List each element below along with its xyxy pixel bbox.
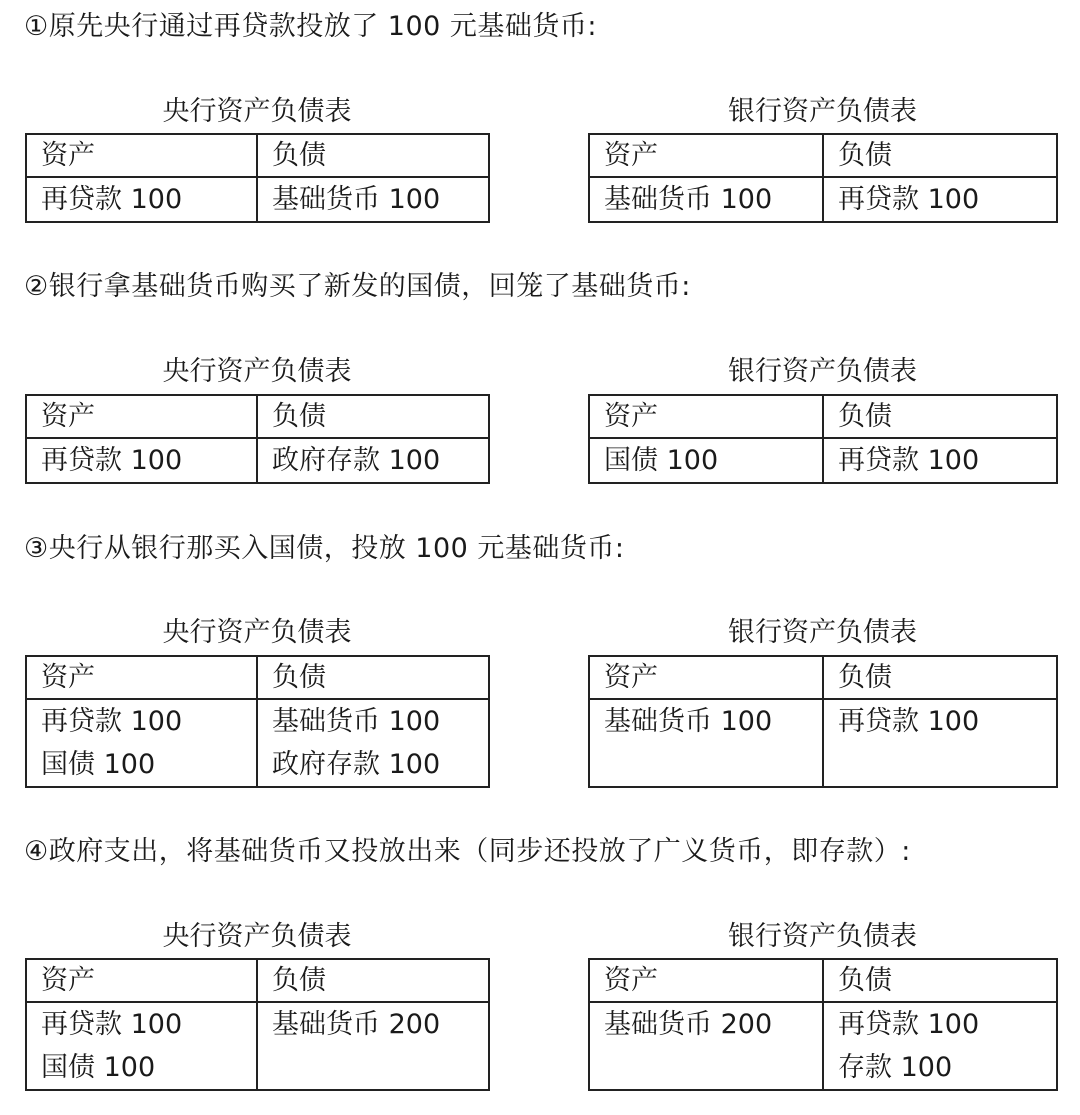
central-bank-ledger-title: 央行资产负债表 <box>162 356 352 387</box>
assets-cell <box>589 1002 823 1090</box>
liabilities-cell <box>257 177 489 222</box>
assets-header: 资产 <box>26 959 257 1002</box>
liabilities-header: 负债 <box>257 656 489 699</box>
assets-cell <box>26 699 257 787</box>
liabilities-cell <box>257 699 489 787</box>
asset-entry: 基础货币 100 <box>604 184 773 215</box>
liability-entry: 存款 100 <box>838 1052 953 1083</box>
central-bank-ledger-table <box>25 958 490 1091</box>
central-bank-ledger-title: 央行资产负债表 <box>162 921 352 952</box>
liability-entry: 政府存款 100 <box>272 445 441 476</box>
asset-entry: 再贷款 100 <box>41 1009 183 1040</box>
empty-entry <box>604 743 822 786</box>
assets-header: 资产 <box>589 134 823 177</box>
commercial-bank-ledger-table <box>588 394 1058 484</box>
asset-entry: 基础货币 200 <box>604 1009 773 1040</box>
empty-entry <box>838 743 1056 786</box>
step-4-heading: ④政府支出，将基础货币又投放出来（同步还投放了广义货币，即存款）: <box>24 836 911 867</box>
asset-entry: 国债 100 <box>41 1052 156 1083</box>
liabilities-cell <box>257 438 489 483</box>
assets-cell <box>589 438 823 483</box>
central-bank-ledger-title: 央行资产负债表 <box>162 617 352 648</box>
liabilities-header: 负债 <box>257 134 489 177</box>
step-3-heading: ③央行从银行那买入国债，投放 100 元基础货币: <box>24 533 625 564</box>
liability-entry: 基础货币 100 <box>272 706 441 737</box>
liabilities-cell <box>823 177 1057 222</box>
liabilities-header: 负债 <box>823 656 1057 699</box>
liabilities-header: 负债 <box>257 395 489 438</box>
commercial-bank-ledger-title: 银行资产负债表 <box>728 921 917 952</box>
commercial-bank-ledger-title: 银行资产负债表 <box>728 356 917 387</box>
assets-cell <box>589 699 823 787</box>
asset-entry: 基础货币 100 <box>604 706 773 737</box>
liability-entry: 政府存款 100 <box>272 749 441 780</box>
central-bank-ledger-table <box>25 655 490 788</box>
liability-entry: 再贷款 100 <box>838 184 980 215</box>
assets-header: 资产 <box>589 959 823 1002</box>
assets-cell <box>26 177 257 222</box>
assets-header: 资产 <box>589 656 823 699</box>
liabilities-header: 负债 <box>257 959 489 1002</box>
commercial-bank-ledger-title: 银行资产负债表 <box>728 617 917 648</box>
liabilities-header: 负债 <box>823 959 1057 1002</box>
assets-header: 资产 <box>589 395 823 438</box>
asset-entry: 再贷款 100 <box>41 184 183 215</box>
liabilities-cell <box>823 438 1057 483</box>
liability-entry: 基础货币 100 <box>272 184 441 215</box>
assets-header: 资产 <box>26 395 257 438</box>
asset-entry: 国债 100 <box>604 445 719 476</box>
step-1-heading: ①原先央行通过再贷款投放了 100 元基础货币: <box>24 11 598 42</box>
liabilities-cell <box>257 1002 489 1090</box>
empty-entry <box>272 1046 488 1089</box>
assets-cell <box>26 438 257 483</box>
liabilities-cell <box>823 1002 1057 1090</box>
liability-entry: 基础货币 200 <box>272 1009 441 1040</box>
liabilities-cell <box>823 699 1057 787</box>
step-2-heading: ②银行拿基础货币购买了新发的国债，回笼了基础货币: <box>24 271 691 302</box>
central-bank-ledger-table <box>25 133 490 223</box>
commercial-bank-ledger-table <box>588 958 1058 1091</box>
liabilities-header: 负债 <box>823 395 1057 438</box>
assets-header: 资产 <box>26 656 257 699</box>
liability-entry: 再贷款 100 <box>838 445 980 476</box>
asset-entry: 再贷款 100 <box>41 445 183 476</box>
liability-entry: 再贷款 100 <box>838 1009 980 1040</box>
central-bank-ledger-table <box>25 394 490 484</box>
commercial-bank-ledger-table <box>588 655 1058 788</box>
asset-entry: 国债 100 <box>41 749 156 780</box>
liabilities-header: 负债 <box>823 134 1057 177</box>
central-bank-ledger-title: 央行资产负债表 <box>162 96 352 127</box>
commercial-bank-ledger-table <box>588 133 1058 223</box>
assets-cell <box>589 177 823 222</box>
assets-header: 资产 <box>26 134 257 177</box>
assets-cell <box>26 1002 257 1090</box>
commercial-bank-ledger-title: 银行资产负债表 <box>728 96 917 127</box>
empty-entry <box>604 1046 822 1089</box>
asset-entry: 再贷款 100 <box>41 706 183 737</box>
liability-entry: 再贷款 100 <box>838 706 980 737</box>
